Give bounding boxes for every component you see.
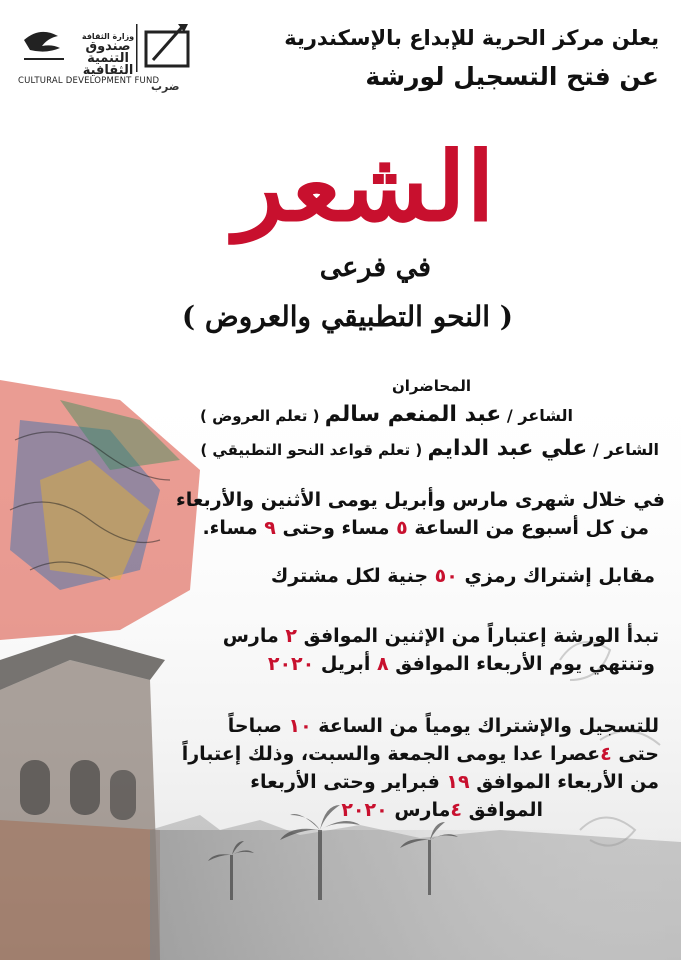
reg-start-hour: ١٠ <box>288 715 312 737</box>
fund-logo-english: CULTURAL DEVELOPMENT FUND <box>18 76 160 86</box>
dates-line-1: تبدأ الورشة إعتباراً من الإثنين الموافق ٢ مارس <box>222 625 659 647</box>
registration-block <box>9 712 659 824</box>
end-year: ٢٠٢٠ <box>267 653 315 675</box>
lecturers-heading: المحاضران <box>391 377 471 395</box>
dates-block <box>9 622 659 678</box>
reg-start-day: ١٩ <box>446 771 470 793</box>
lecturer-role: ( تعلم قواعد النحو التطبيقي ) <box>200 441 428 459</box>
main-title: الشعر <box>234 130 495 244</box>
schedule-line-1: في خلال شهرى مارس وأبريل يومى الأثنين والأربعاء <box>175 489 665 511</box>
start-hour: ٥ <box>396 517 408 539</box>
reg-end-hour: ٤ <box>600 743 612 765</box>
start-day: ٢ <box>285 625 297 647</box>
lecturer-name: علي عبد الدايم <box>427 436 588 461</box>
sponsor-logos <box>18 18 198 98</box>
end-hour: ٩ <box>264 517 276 539</box>
reg-end-year: ٢٠٢٠ <box>341 799 388 821</box>
registration-line-3: من الأربعاء الموافق ١٩ فبراير وحتى الأربعاء <box>250 771 659 793</box>
fee-amount: ٥٠ <box>434 565 458 587</box>
lecturer-row <box>200 402 573 427</box>
schedule-line-2: من كل أسبوع من الساعة ٥ مساء وحتى ٩ مساء. <box>202 517 649 539</box>
reg-end-day: ٤ <box>450 799 462 821</box>
lecturer-name: عبد المنعم سالم <box>324 402 502 427</box>
subtitle-branches: في فرعى <box>319 252 431 283</box>
dates-line-2: وتنتهي يوم الأربعاء الموافق ٨ أبريل ٢٠٢٠ <box>267 653 655 675</box>
registration-line-1: للتسجيل والإشتراك يومياً من الساعة ١٠ صباحاً <box>227 715 659 737</box>
schedule-block <box>15 486 665 542</box>
registration-line-4: الموافق ٤مارس ٢٠٢٠ <box>341 799 543 821</box>
lecturer-role: ( تعلم العروض ) <box>200 407 325 425</box>
end-day: ٨ <box>377 653 389 675</box>
registration-line-2: حتى ٤عصرا عدا يومى الجمعة والسبت، وذلك إعتباراً <box>181 743 659 765</box>
lecturer-prefix: الشاعر / <box>501 406 573 425</box>
fee-line: مقابل إشتراك رمزي ٥٠ جنية لكل مشترك <box>270 565 655 587</box>
lecturer-row <box>200 436 659 461</box>
header-line-1: يعلن مركز الحرية للإبداع بالإسكندرية <box>284 26 659 50</box>
header-line-2: عن فتح التسجيل لورشة <box>365 62 659 91</box>
subtitle-subjects: ( النحو التطبيقي والعروض ) <box>181 300 513 333</box>
lecturer-prefix: الشاعر / <box>587 440 659 459</box>
fund-logo-arabic: وزارة الثقافة صندوق التنمية الثقافية <box>81 32 135 78</box>
darb-logo-text: ضرب <box>151 80 180 93</box>
